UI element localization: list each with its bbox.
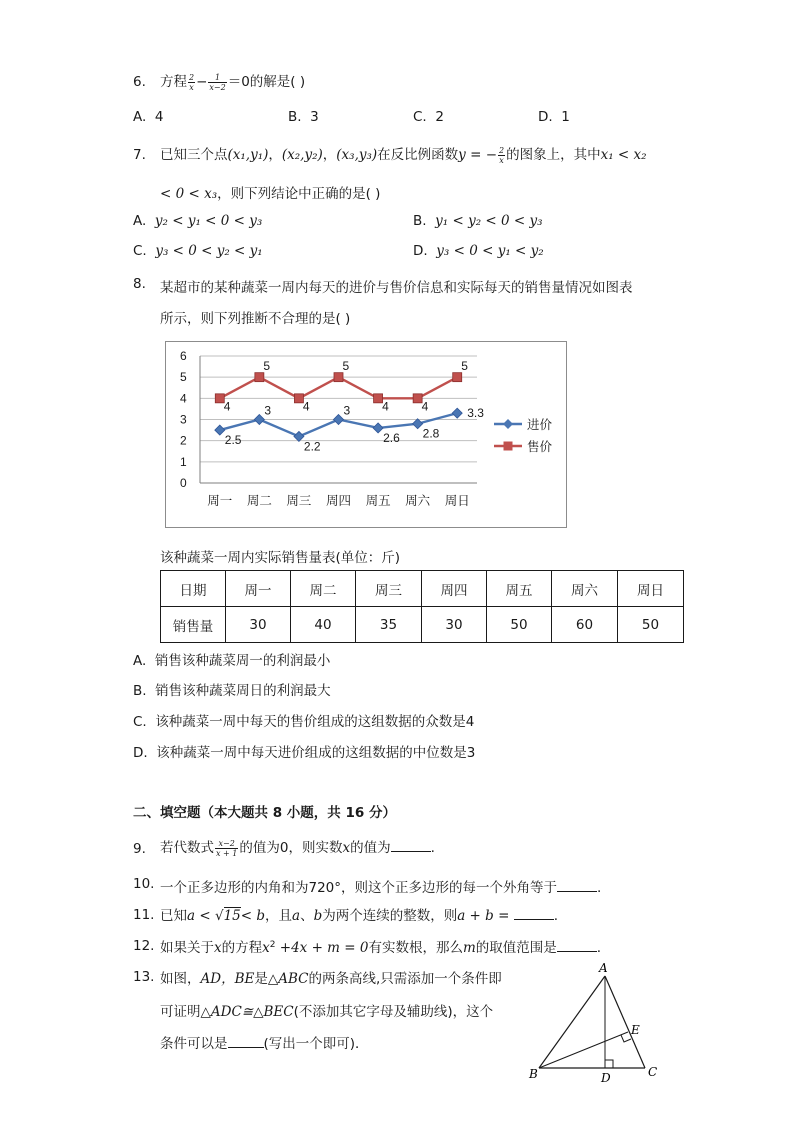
legend-label-sale: 售价 [527,439,553,454]
triangle-figure [525,958,665,1088]
sales-table [160,570,684,643]
sale-data-label: 5 [263,359,271,374]
sale-data-label: 4 [223,399,231,414]
x-tick-label: 周四 [325,493,352,508]
cost-data-label: 2.8 [422,426,440,441]
q8-number: 8. [133,276,146,292]
x-tick-label: 周二 [246,493,272,508]
label-a: A [599,961,608,975]
sale-data-label: 4 [421,399,429,414]
q8-option-a[interactable]: A. 销售该种蔬菜周一的利润最小 [133,653,331,669]
q8-option-b[interactable]: B. 销售该种蔬菜周日的利润最大 [133,683,331,699]
q13-number: 13. [133,969,155,985]
q8-stem-line2: 所示，则下列推断不合理的是( ) [160,311,351,327]
q13-stem-line1: 如图，AD，BE是△ABC的两条高线,只需添加一个条件即 [160,971,502,987]
table-cell: 30 [422,607,487,643]
table-header-cell: 周日 [618,571,684,607]
q6-minus: − [196,74,208,90]
data-point-cost [334,415,344,425]
table-header-cell: 周三 [356,571,422,607]
q11-answer-blank[interactable] [514,907,554,920]
data-point-cost [373,423,383,433]
table-header-cell: 周一 [226,571,291,607]
legend-label-cost: 进价 [527,417,553,432]
section-2-heading: 二、填空题（本大题共 8 小题，共 16 分） [133,805,396,821]
q11-number: 11. [133,907,155,923]
sales-table-header-row [161,571,684,607]
q13-answer-blank[interactable] [228,1035,264,1048]
q6-option-c[interactable]: C. 2 [413,109,444,125]
x-tick-label: 周六 [405,493,431,508]
table-cell: 50 [618,607,684,643]
q7-option-d[interactable]: D. y₃ < 0 < y₁ < y₂ [413,243,544,259]
label-e: E [631,1023,640,1037]
cost-data-label: 2.5 [224,433,242,448]
y-tick-label: 6 [180,349,187,363]
table-cell: 35 [356,607,422,643]
cost-data-label: 2.6 [383,430,400,445]
table-cell: 50 [487,607,552,643]
q13-stem-line3: 条件可以是 (写出一个即可)． [160,1036,369,1052]
table-header-label: 日期 [161,571,226,607]
data-point-sale [453,373,462,382]
data-point-sale [255,373,264,382]
q7-option-c[interactable]: C. y₃ < 0 < y₂ < y₁ [133,243,263,259]
cost-data-label: 3.3 [467,406,484,421]
label-c: C [648,1065,658,1079]
x-tick-label: 周日 [444,493,470,508]
price-line-chart [165,341,567,528]
q6-fraction-1: $\frac{2}{x}$ [189,72,195,92]
q7-stem-line2: < 0 < x₃，则下列结论中正确的是( ) [160,186,381,202]
q6-suffix: ＝0的解是( ) [227,74,306,90]
cost-data-label: 2.2 [303,439,321,454]
side-ac [605,976,645,1068]
q8-option-c[interactable]: C. 该种蔬菜一周中每天的售价组成的这组数据的众数是4 [133,714,475,730]
data-point-cost [413,419,423,429]
q6-number: 6. [133,74,146,90]
x-tick-label: 周三 [286,493,312,508]
legend-marker-cost [503,419,513,429]
sale-data-label: 4 [302,399,310,414]
q8-option-d[interactable]: D. 该种蔬菜一周中每天进价组成的这组数据的中位数是3 [133,745,476,761]
q6-prefix: 方程 [160,74,187,90]
sale-data-label: 5 [461,359,468,374]
y-tick-label: 5 [180,370,187,385]
q9-stem: 若代数式 $\frac{x-2}{x + 1}$ 的值为0，则实数x的值为 . [160,838,435,858]
sales-table-title: 该种蔬菜一周内实际销售量表(单位：斤) [160,550,401,566]
data-point-cost [254,415,264,425]
table-header-cell: 周四 [422,571,487,607]
q8-stem-line1: 某超市的某种蔬菜一周内每天的进价与售价信息和实际每天的销售量情况如图表 [160,280,633,296]
q11-stem: 已知a < √15< b，且a、b为两个连续的整数，则a + b = . [160,908,558,924]
sale-data-label: 5 [342,359,350,374]
q7-number: 7. [133,147,146,163]
chart-canvas [166,342,566,527]
q6-stem [160,70,305,92]
table-cell: 40 [291,607,356,643]
table-row-label: 销售量 [161,607,226,643]
q12-answer-blank[interactable] [557,939,597,952]
data-point-cost [294,431,304,441]
q12-stem: 如果关于x的方程$x^2 +4x + m = 0$有实数根，那么m的取值范围是 . [160,940,602,956]
y-tick-label: 0 [180,476,187,490]
sales-table-data-row [161,607,684,643]
q13-stem-line2: 可证明△ADC≅△BEC(不添加其它字母及辅助线)，这个 [160,1004,494,1020]
sqrt-sign: √ [214,908,224,924]
q9-answer-blank[interactable] [391,839,431,852]
label-d: D [601,1071,611,1085]
table-header-cell: 周二 [291,571,356,607]
data-point-cost [452,408,462,418]
cost-data-label: 3 [264,403,272,418]
legend-marker-sale [504,442,513,451]
q7-stem-line1: 已知三个点(x₁,y₁)，(x₂,y₂)，(x₃,y₃)在反比例函数y = − $\frac{2}{x}$ 的图象上，其中x₁ < x₂ [160,145,647,165]
q10-answer-blank[interactable] [557,879,597,892]
q12-number: 12. [133,938,155,954]
q6-option-b[interactable]: B. 3 [288,109,319,125]
y-tick-label: 1 [180,454,187,469]
label-b: B [529,1067,538,1081]
y-tick-label: 2 [180,433,187,448]
right-angle-d [605,1060,613,1068]
x-tick-label: 周一 [207,493,233,508]
q10-stem: 一个正多边形的内角和为720°，则这个正多边形的每一个外角等于 . [160,880,602,896]
q7-option-b[interactable]: B. y₁ < y₂ < 0 < y₃ [413,213,543,229]
table-cell: 30 [226,607,291,643]
right-angle-e [621,1035,631,1042]
x-tick-label: 周五 [365,493,391,508]
data-point-cost [215,425,225,435]
q9-number: 9. [133,841,146,857]
cost-data-label: 3 [343,403,351,418]
q6-option-a[interactable]: A. 4 [133,109,164,125]
q6-option-d[interactable]: D. 1 [538,109,570,125]
y-tick-label: 3 [180,412,187,427]
y-tick-label: 4 [180,391,187,406]
sale-data-label: 4 [382,399,389,414]
q6-fraction-2: $\frac{1}{x-2}$ [209,72,226,92]
q10-number: 10. [133,876,155,892]
table-header-cell: 周五 [487,571,552,607]
q7-option-a[interactable]: A. y₂ < y₁ < 0 < y₃ [133,213,263,229]
data-point-sale [334,373,343,382]
table-header-cell: 周六 [552,571,618,607]
table-cell: 60 [552,607,618,643]
